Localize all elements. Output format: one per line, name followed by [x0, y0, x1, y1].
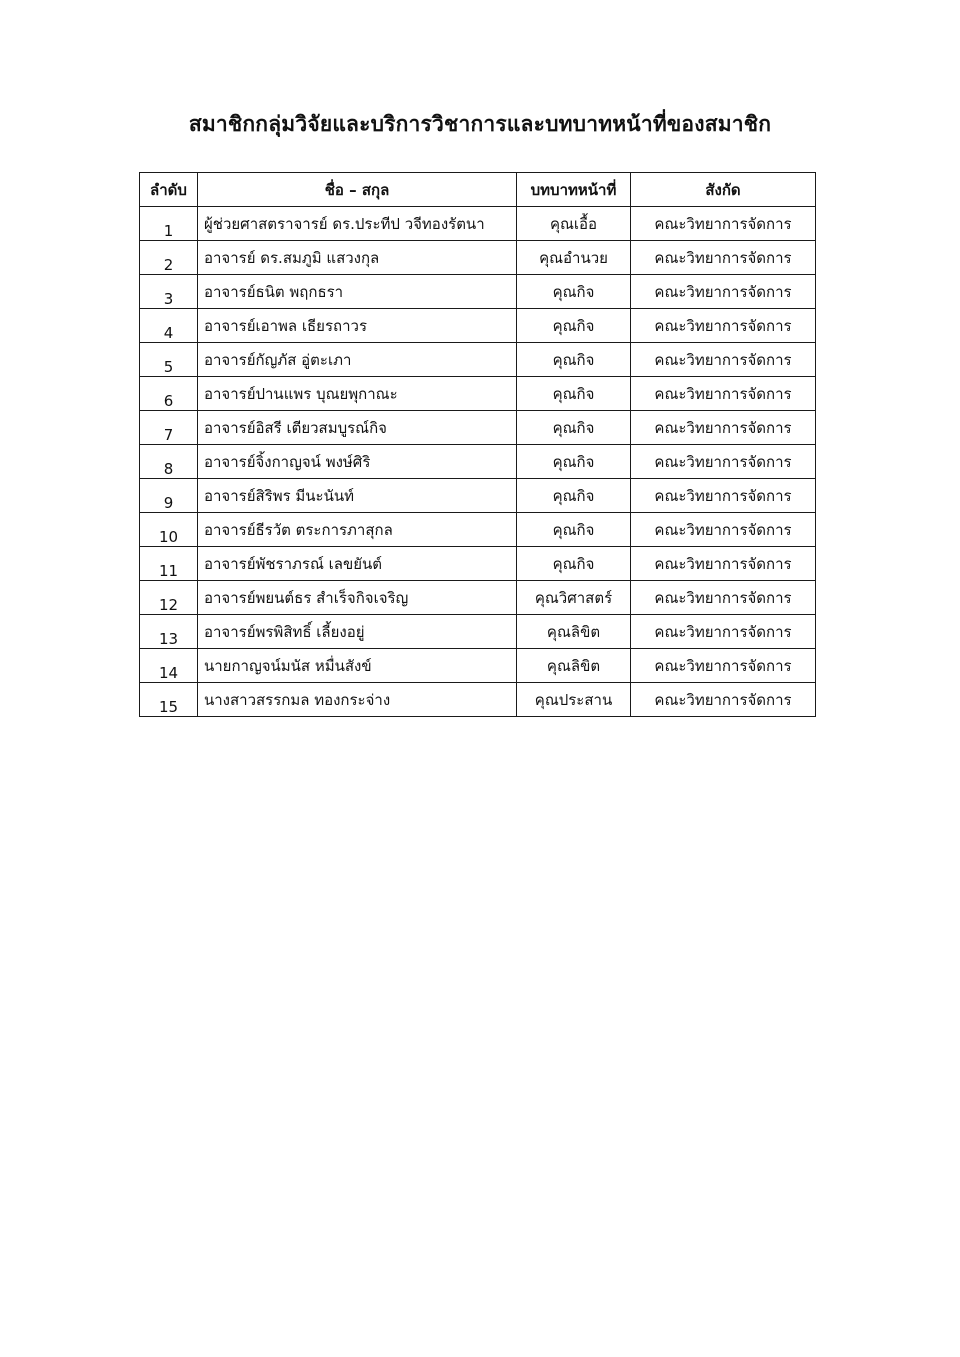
member-role: คุณกิจ [517, 547, 631, 581]
table-row [140, 513, 816, 547]
row-number: 11 [140, 547, 198, 581]
table-row [140, 411, 816, 445]
member-name: อาจารย์พยนต์ธร สำเร็จกิจเจริญ [198, 581, 517, 615]
member-role: คุณกิจ [517, 309, 631, 343]
table-row [140, 479, 816, 513]
row-number: 13 [140, 615, 198, 649]
member-affiliation: คณะวิทยาการจัดการ [631, 343, 816, 377]
table-row [140, 615, 816, 649]
row-number: 1 [140, 207, 198, 241]
table-row [140, 683, 816, 717]
table-row [140, 547, 816, 581]
member-name: ผู้ช่วยศาสตราจารย์ ดร.ประทีป วจีทองรัตนา [198, 207, 517, 241]
row-number: 3 [140, 275, 198, 309]
header-role: บทบาทหน้าที่ [517, 173, 631, 207]
member-affiliation: คณะวิทยาการจัดการ [631, 445, 816, 479]
member-name: อาจารย์กัญภัส อู่ตะเภา [198, 343, 517, 377]
table-row [140, 581, 816, 615]
member-name: อาจารย์ธีรวัต ตระการภาสุกล [198, 513, 517, 547]
member-role: คุณประสาน [517, 683, 631, 717]
member-affiliation: คณะวิทยาการจัดการ [631, 649, 816, 683]
row-number: 6 [140, 377, 198, 411]
member-affiliation: คณะวิทยาการจัดการ [631, 547, 816, 581]
table-row [140, 241, 816, 275]
member-name: อาจารย์จิ้งกาญจน์ พงษ์ศิริ [198, 445, 517, 479]
member-name: นางสาวสรรกมล ทองกระจ่าง [198, 683, 517, 717]
member-affiliation: คณะวิทยาการจัดการ [631, 241, 816, 275]
member-name: อาจารย์เอาพล เธียรถาวร [198, 309, 517, 343]
member-affiliation: คณะวิทยาการจัดการ [631, 513, 816, 547]
table-row [140, 377, 816, 411]
member-affiliation: คณะวิทยาการจัดการ [631, 207, 816, 241]
member-affiliation: คณะวิทยาการจัดการ [631, 377, 816, 411]
member-affiliation: คณะวิทยาการจัดการ [631, 275, 816, 309]
member-name: อาจารย์พรพิสิทธิ์ เลี้ยงอยู่ [198, 615, 517, 649]
header-affiliation: สังกัด [631, 173, 816, 207]
member-affiliation: คณะวิทยาการจัดการ [631, 615, 816, 649]
member-role: คุณเอื้อ [517, 207, 631, 241]
member-name: อาจารย์อิสรี เตียวสมบูรณ์กิจ [198, 411, 517, 445]
member-name: นายกาญจน์มนัส หมื่นสังข์ [198, 649, 517, 683]
table-header-row [140, 173, 816, 207]
page-title: สมาชิกกลุ่มวิจัยและบริการวิชาการและบทบาทหน้าที่ของสมาชิก [188, 112, 772, 136]
row-number: 7 [140, 411, 198, 445]
member-affiliation: คณะวิทยาการจัดการ [631, 479, 816, 513]
member-affiliation: คณะวิทยาการจัดการ [631, 309, 816, 343]
member-role: คุณลิขิต [517, 615, 631, 649]
row-number: 15 [140, 683, 198, 717]
table-row [140, 649, 816, 683]
member-role: คุณวิศาสตร์ [517, 581, 631, 615]
member-role: คุณกิจ [517, 411, 631, 445]
member-name: อาจารย์ธนิต พฤกธรา [198, 275, 517, 309]
member-role: คุณอำนวย [517, 241, 631, 275]
member-affiliation: คณะวิทยาการจัดการ [631, 581, 816, 615]
member-role: คุณกิจ [517, 343, 631, 377]
members-table [139, 172, 816, 717]
member-name: อาจารย์พัชราภรณ์ เลขยันต์ [198, 547, 517, 581]
row-number: 12 [140, 581, 198, 615]
member-affiliation: คณะวิทยาการจัดการ [631, 411, 816, 445]
row-number: 14 [140, 649, 198, 683]
row-number: 2 [140, 241, 198, 275]
row-number: 4 [140, 309, 198, 343]
table-row [140, 207, 816, 241]
table-row [140, 309, 816, 343]
member-role: คุณกิจ [517, 275, 631, 309]
member-name: อาจารย์ ดร.สมภูมิ แสวงกุล [198, 241, 517, 275]
table-row [140, 445, 816, 479]
header-name: ชื่อ – สกุล [198, 173, 517, 207]
row-number: 8 [140, 445, 198, 479]
table-row [140, 343, 816, 377]
member-affiliation: คณะวิทยาการจัดการ [631, 683, 816, 717]
header-no: ลำดับ [140, 173, 198, 207]
member-name: อาจารย์สิริพร มีนะนันท์ [198, 479, 517, 513]
member-role: คุณกิจ [517, 513, 631, 547]
member-role: คุณลิขิต [517, 649, 631, 683]
row-number: 9 [140, 479, 198, 513]
table-row [140, 275, 816, 309]
member-role: คุณกิจ [517, 445, 631, 479]
row-number: 5 [140, 343, 198, 377]
member-role: คุณกิจ [517, 377, 631, 411]
row-number: 10 [140, 513, 198, 547]
member-name: อาจารย์ปานแพร บุณยพุกาณะ [198, 377, 517, 411]
member-role: คุณกิจ [517, 479, 631, 513]
